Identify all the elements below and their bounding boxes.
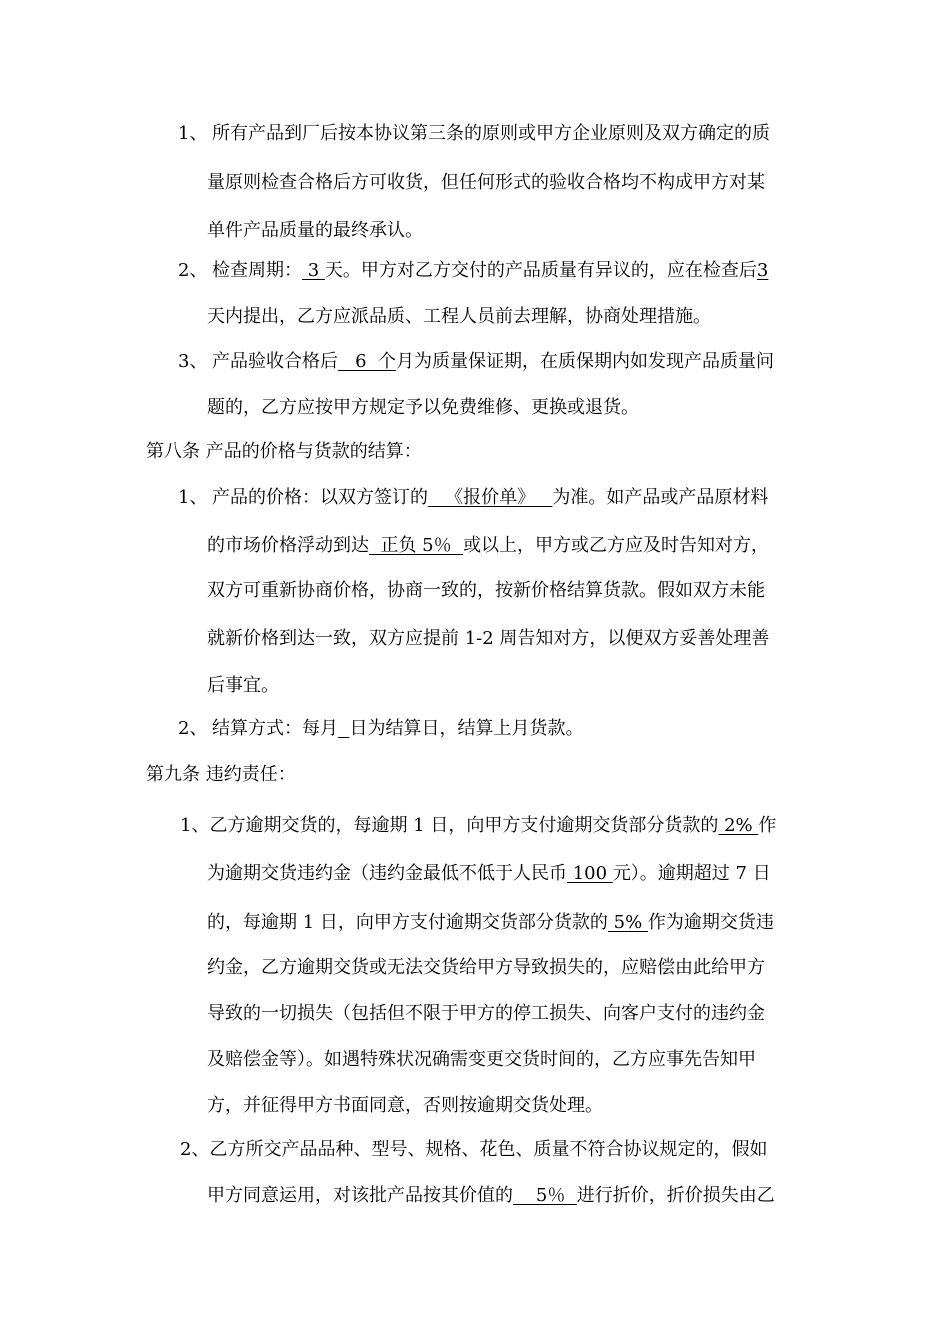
item-9-1-line-5: 导致的一切损失（包括但不限于甲方的停工损失、向客户支付的违约金 — [207, 1003, 765, 1024]
settlement-day-field — [338, 718, 349, 739]
section-9-heading: 第九条 违约责任： — [146, 764, 296, 785]
item-9-1-line-7: 方，并征得甲方书面同意，否则按逾期交货处理。 — [207, 1095, 603, 1116]
extended-penalty-rate-field: 5% — [607, 912, 648, 933]
item-9-1-line-1: 1、乙方逾期交货的，每逾期 1 日，向甲方支付逾期交货部分货款的 2% 作 — [180, 815, 777, 836]
item-8-1-line-4: 就新价格到达一致，双方应提前 1-2 周告知对方，以便双方妥善处理善 — [207, 628, 770, 649]
warranty-months-field: 6 个 — [338, 351, 397, 372]
price-range-field: 正负 5％ — [369, 535, 464, 556]
item-7-3-line-1: 3、 产品验收合格后 6 个月为质量保证期，在质保期内如发现产品质量问 — [178, 351, 775, 372]
item-7-3-line-2: 题的，乙方应按甲方规定予以免费维修、更换或退货。 — [207, 397, 639, 418]
item-9-1-line-2: 为逾期交货违约金（违约金最低不低于人民币 100 元）。逾期超过 7 日 — [207, 863, 771, 884]
item-8-1-line-5: 后事宜。 — [207, 675, 279, 696]
quote-sheet-field: 《报价单》 — [428, 487, 553, 508]
item-8-1-line-1: 1、 产品的价格：以双方签订的 《报价单》 为准。如产品或产品原材料 — [178, 487, 769, 508]
discount-rate-field: 5％ — [513, 1185, 577, 1206]
item-7-2-line-2: 天内提出，乙方应派品质、工程人员前去理解，协商处理措施。 — [207, 306, 711, 327]
item-9-2-line-1: 2、乙方所交产品品种、型号、规格、花色、质量不符合协议规定的，假如 — [180, 1139, 768, 1160]
item-9-1-line-3: 的，每逾期 1 日，向甲方支付逾期交货部分货款的 5% 作为逾期交货违 — [207, 912, 774, 933]
item-7-1-line-3: 单件产品质量的最终承认。 — [207, 220, 423, 241]
item-7-1-line-2: 量原则检查合格后方可收货，但任何形式的验收合格均不构成甲方对某 — [207, 172, 765, 193]
item-8-1-line-2: 的市场价格浮动到达 正负 5％ 或以上，甲方或乙方应及时告知对方， — [207, 535, 770, 556]
inspection-days-field: 3 — [302, 260, 325, 281]
item-9-2-line-2: 甲方同意运用，对该批产品按其价值的 5％ 进行折价，折价损失由乙 — [207, 1185, 775, 1206]
item-8-1-line-3: 双方可重新协商价格，协商一致的，按新价格结算货款。假如双方未能 — [207, 580, 765, 601]
minimum-penalty-field: 100 — [567, 863, 613, 884]
late-penalty-rate-field: 2% — [718, 815, 759, 836]
item-9-1-line-6: 及赔偿金等）。如遇特殊状况确需变更交货时间的，乙方应事先告知甲 — [207, 1049, 756, 1070]
objection-days-field: 3 — [756, 260, 769, 281]
item-8-2-line-1: 2、 结算方式：每月 日为结算日，结算上月货款。 — [178, 718, 584, 739]
section-8-heading: 第八条 产品的价格与货款的结算： — [146, 441, 422, 462]
item-9-1-line-4: 约金，乙方逾期交货或无法交货给甲方导致损失的，应赔偿由此给甲方 — [207, 957, 765, 978]
item-7-1-line-1: 1、 所有产品到厂后按本协议第三条的原则或甲方企业原则及双方确定的质 — [178, 123, 770, 144]
item-7-2-line-1: 2、 检查周期： 3 天。甲方对乙方交付的产品质量有异议的，应在检查后3 — [178, 260, 769, 281]
